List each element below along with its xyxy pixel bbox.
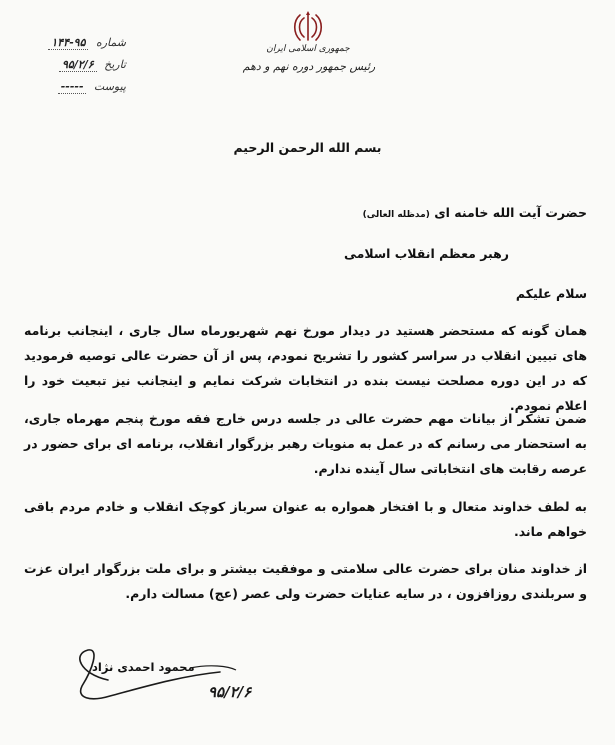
letter-date [16,58,126,71]
president-header: رئیس جمهور دوره نهم و دهم [242,60,376,73]
addressee-name: حضرت آیت الله خامنه ای [434,205,587,220]
bismillah: بسم الله الرحمن الرحیم [233,140,382,155]
date-label: تاریخ [104,58,126,71]
letter-number [16,36,126,49]
greeting: سلام علیکم [515,286,587,301]
letter-paragraph: ضمن تشکر از بیانات مهم حضرت عالی در جلسه درس خارج فقه مورخ پنجم مهرماه جاری، به استحضار می رسانم که در عمل به منویات رهبر بزرگوار انقلاب، برنامه ای برای حضور در عرصه رقابت های انتخاباتی سال آینده ندارم. [24,411,587,476]
iran-emblem-icon [292,10,324,44]
number-label: شماره [95,36,126,49]
signer-name: محمود احمدی نژاد [92,660,195,674]
date-value: ۹۵/۲/۶ [59,58,97,72]
addressee-honorific: (مدظله العالی) [362,210,430,220]
attachment-value: ----- [58,80,87,94]
signature-date: ۹۵/۲/۶ [208,683,252,701]
letter-attachment [16,80,126,93]
number-value: ۹۵-۱۴۴ [48,36,88,50]
letter-paragraph: به لطف خداوند متعال و با افتخار همواره به عنوان سرباز کوچک انقلاب و خادم مردم باقی خواهم ماند. [24,499,587,539]
letter-paragraph: از خداوند منان برای حضرت عالی سلامتی و موفقیت بیشتر و برای ملت بزرگوار ایران عزت و سربلندی روزافزون ، در سایه عنایات حضرت ولی عصر (عج) مسالت دارم. [24,561,587,601]
letter-paragraph: همان گونه که مستحضر هستید در دیدار مورخ نهم شهریورماه سال جاری ، اینجانب برنامه های تبیین انقلاب در سراسر کشور را تشریح نمودم، پس از آن حضرت عالی توصیه فرمودید که در این دوره مصلحت نیست بنده در انتخابات شرکت نمایم و اینجانب نیز تبعیت خود را اعلام نمودم. [24,323,587,413]
attachment-label: پیوست [93,80,126,93]
handwritten-signature [70,640,240,720]
addressee-title: رهبر معظم انقلاب اسلامی [343,246,509,261]
addressee [363,205,587,220]
republic-header: جمهوری اسلامی ایران [266,44,350,54]
